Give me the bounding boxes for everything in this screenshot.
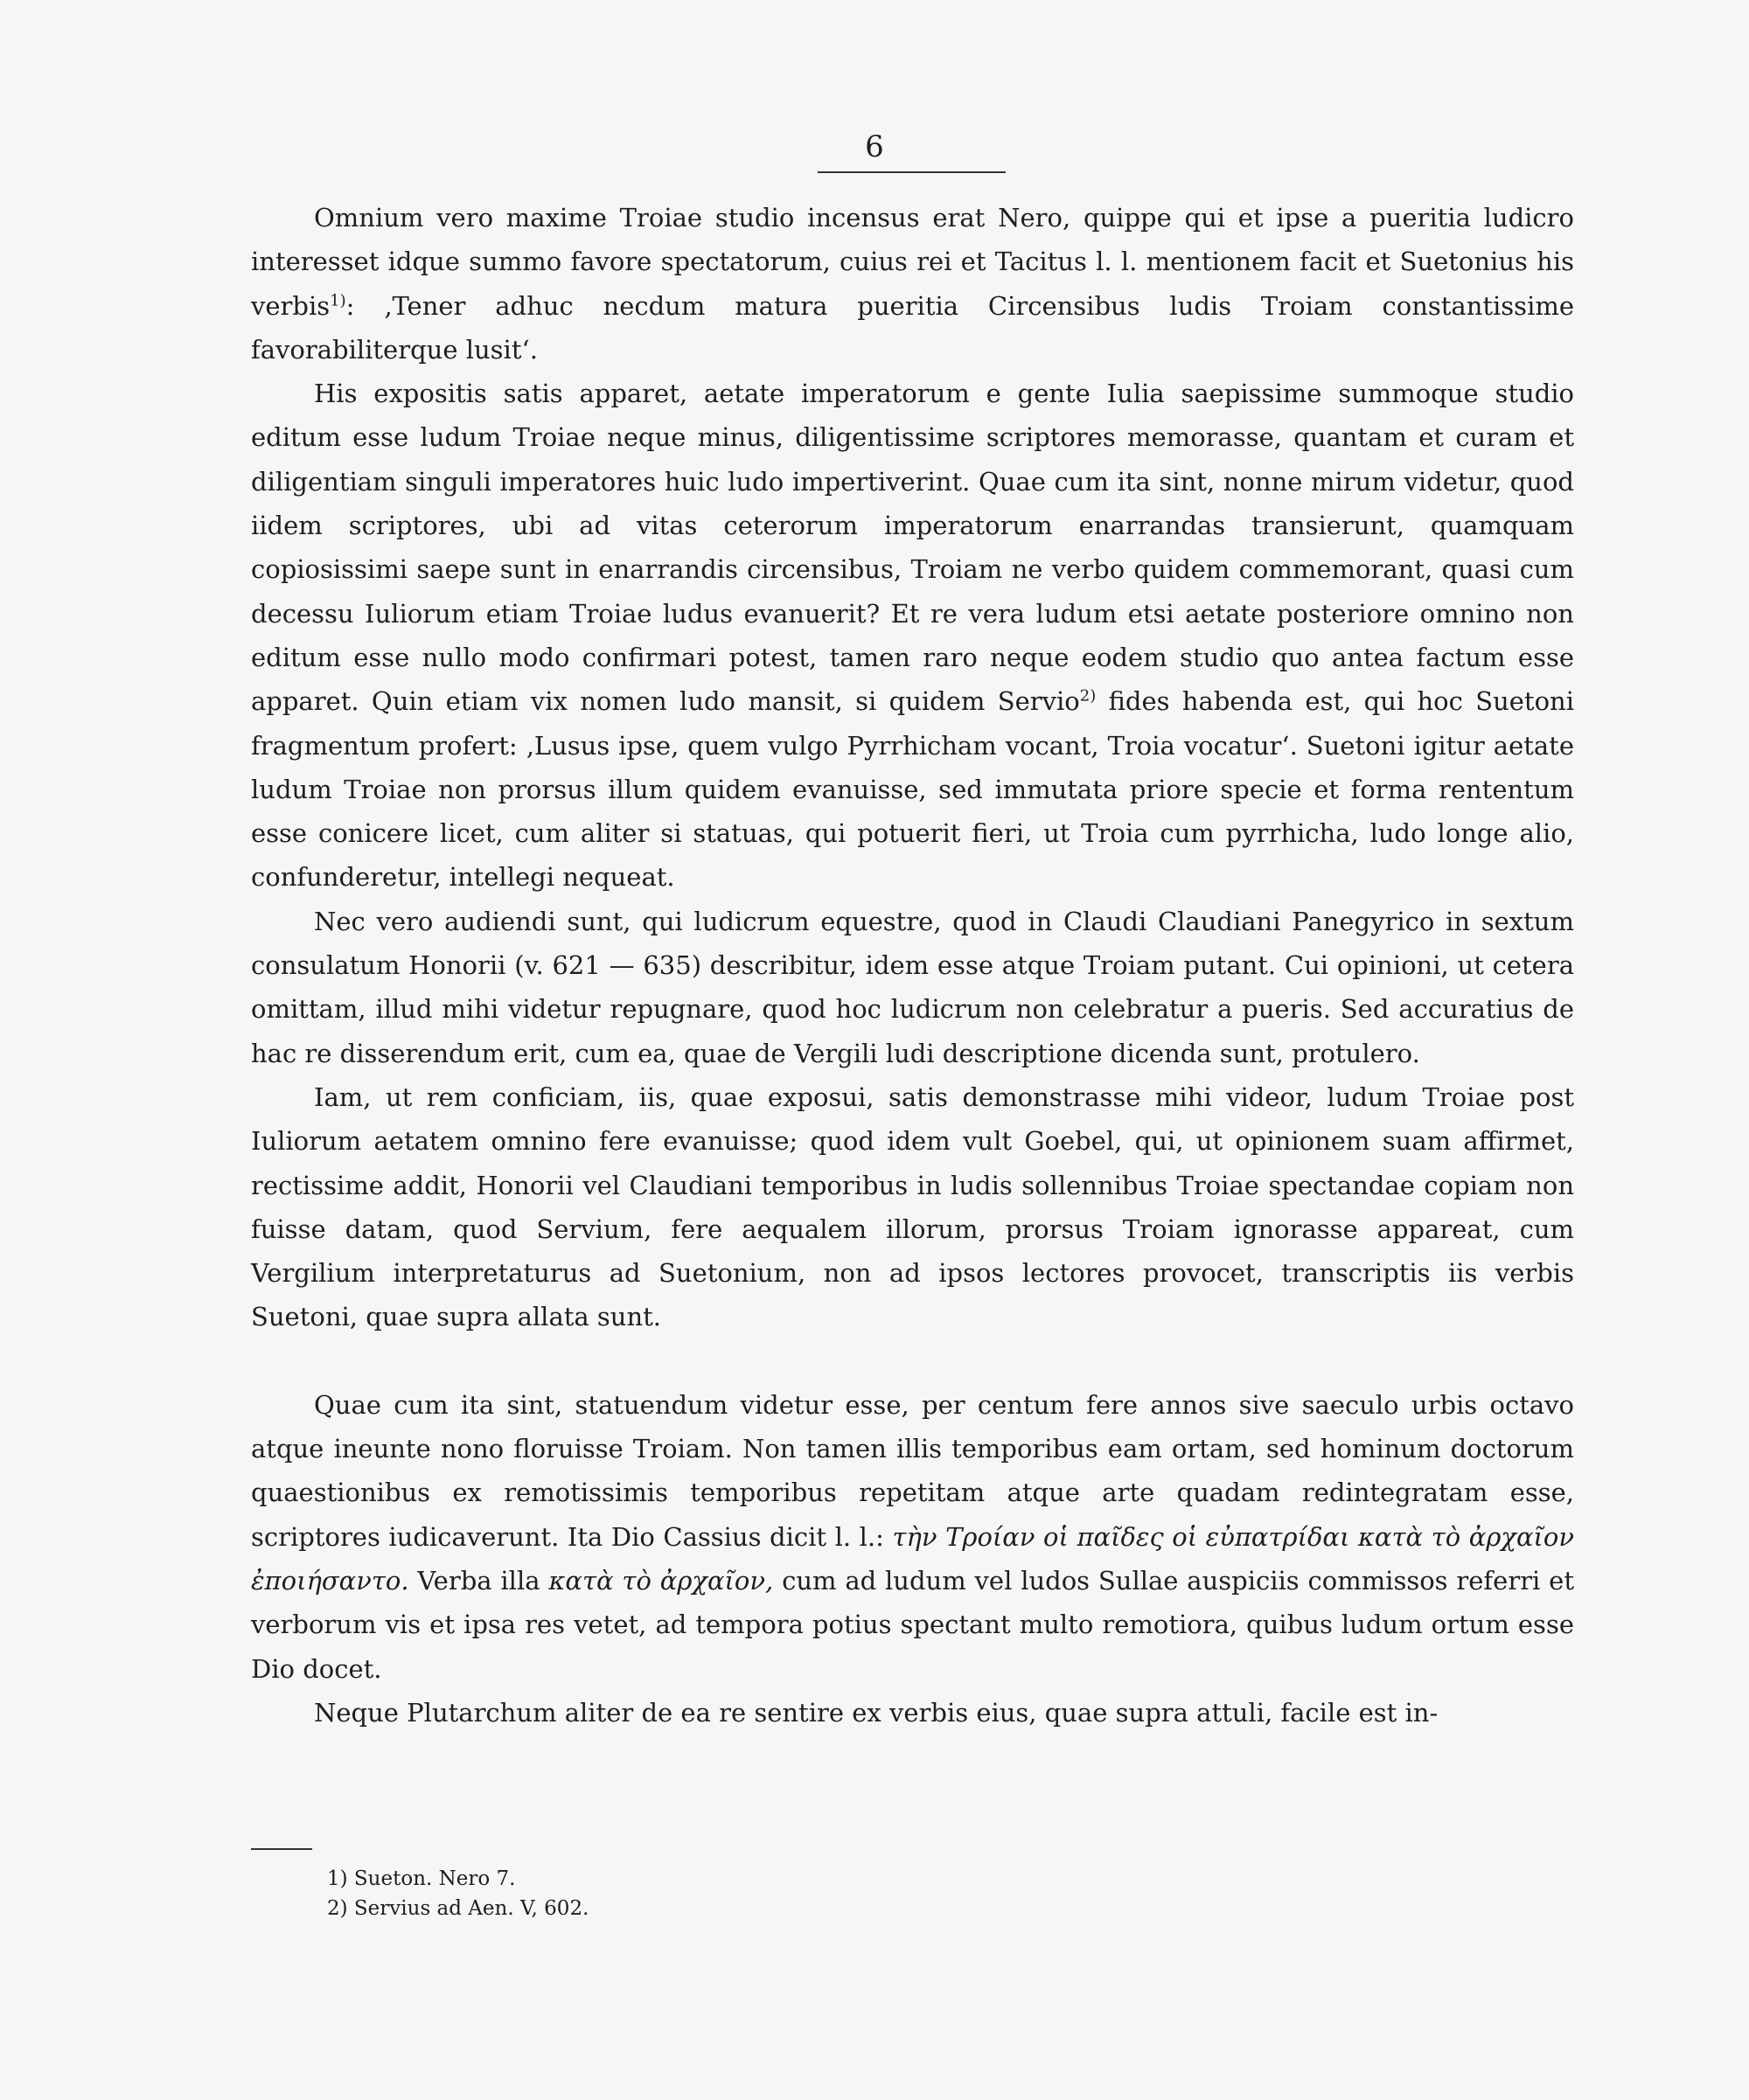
text-run: Nec vero audiendi sunt, qui ludicrum equestre, quod in Claudi Claudiani Panegyrico in sextum consulatum Honorii (v. 621 — 635) describitur, idem esse atque Troiam putant. Cui opinioni, ut cetera omittam, illud mihi videtur repugnare, quod hoc ludicrum non celebratur a pueris. Sed accuratius de hac re disserendum erit, cum ea, quae de Vergili ludi descriptione dicenda sunt, protulero. [251,906,1574,1068]
text-run: Verba illa [408,1565,549,1596]
page-number: 6 [865,129,884,164]
paragraph-3 [251,900,1574,1075]
body-text [251,196,1574,1735]
greek-quotation: τὴν Τροίαν οἱ παῖδες οἱ εὐπατρίδαι κατὰ τὸ ἀρχαῖον ἐποιήσαντο. [251,1521,1575,1596]
paragraph-6 [251,1691,1574,1735]
paragraph-2 [251,372,1574,900]
text-run: : ‚Tener adhuc necdum matura pueritia Circensibus ludis Troiam constantissime favorabiliterque lusit‘. [251,290,1574,365]
footnote-1: 1) Sueton. Nero 7. [327,1867,516,1890]
text-run: Quae cum ita sint, statuendum videtur esse, per centum fere annos sive saeculo urbis octavo atque ineunte nono floruisse Troiam. Non tamen illis temporibus eam ortam, sed hominum doctorum quaestionibus ex remotissimis temporibus repetitam atque arte quadam redintegratam esse, scriptores iudicaverunt. Ita Dio Cassius dicit l. l.: [251,1389,1574,1552]
footnote-marker: 1) [330,290,346,309]
footnote-marker: 2) [1079,686,1097,706]
footnotes [327,1864,1464,1923]
text-run: His expositis satis apparet, aetate imperatorum e gente Iulia saepissime summoque studio editum esse ludum Troiae neque minus, diligentissime scriptores memorasse, quantam et curam et diligentiam singuli imperatores huic ludo impertiverint. Quae cum ita sint, nonne mirum videtur, quod iidem scriptores, ubi ad vitas ceterorum imperatorum enarrandas transierunt, quamquam copiosissimi saepe sunt in enarrandis circensibus, Troiam ne verbo quidem commemorant, quasi cum decessu Iuliorum etiam Troiae ludus evanuerit? Et re vera ludum etsi aetate posteriore omnino non editum esse nullo modo confirmari potest, tamen raro neque eodem studio quo antea factum esse apparet. Quin etiam vix nomen ludo mansit, si quidem Servio [251,379,1574,717]
text-run: Neque Plutarchum aliter de ea re sentire ex verbis eius, quae supra attuli, facile est in- [314,1697,1439,1728]
text-run: Omnium vero maxime Troiae studio incensus erat Nero, quippe qui et ipse a pueritia ludicro interesset idque summo favore spectatorum, cuius rei et Tacitus l. l. mentionem facit et Suetonius his verbis [251,203,1574,321]
text-run: fides habenda est, qui hoc Suetoni fragmentum profert: ‚Lusus ipse, quem vulgo Pyrrhicham vocant, Troia vocatur‘. Suetoni igitur aetate ludum Troiae non prorsus illum quidem evanuisse, sed immutata priore specie et forma rententum esse conicere licet, cum aliter si statuas, qui potuerit fieri, ut Troia cum pyrrhicha, ludo longe alio, confunderetur, intellegi nequeat. [251,686,1574,893]
header-rule [818,171,1006,173]
paragraph-4 [251,1075,1574,1339]
paragraph-1 [251,196,1574,372]
paragraph-5 [251,1383,1574,1691]
text-run: Iam, ut rem conficiam, iis, quae exposui, satis demonstrasse mihi videor, ludum Troiae post Iuliorum aetatem omnino fere evanuisse; quod idem vult Goebel, qui, ut opinionem suam affirmet, rectissime addit, Honorii vel Claudiani temporibus in ludis sollennibus Troiae spectandae copiam non fuisse datam, quod Servium, fere aequalem illorum, prorsus Troiam ignorasse appareat, cum Vergilium interpretaturus ad Suetonium, non ad ipsos lectores provocet, transcriptis iis verbis Suetoni, quae supra allata sunt. [251,1081,1574,1332]
footnote-2: 2) Servius ad Aen. V, 602. [327,1897,589,1920]
greek-quotation: κατὰ τὸ ἀρχαῖον, [548,1565,774,1596]
text-run: cum ad ludum vel ludos Sullae auspiciis commissos referri et verborum vis et ipsa res vetet, ad tempora potius spectant multo remotiora, quibus ludum ortum esse Dio docet. [251,1565,1574,1684]
footnote-rule [251,1848,312,1850]
